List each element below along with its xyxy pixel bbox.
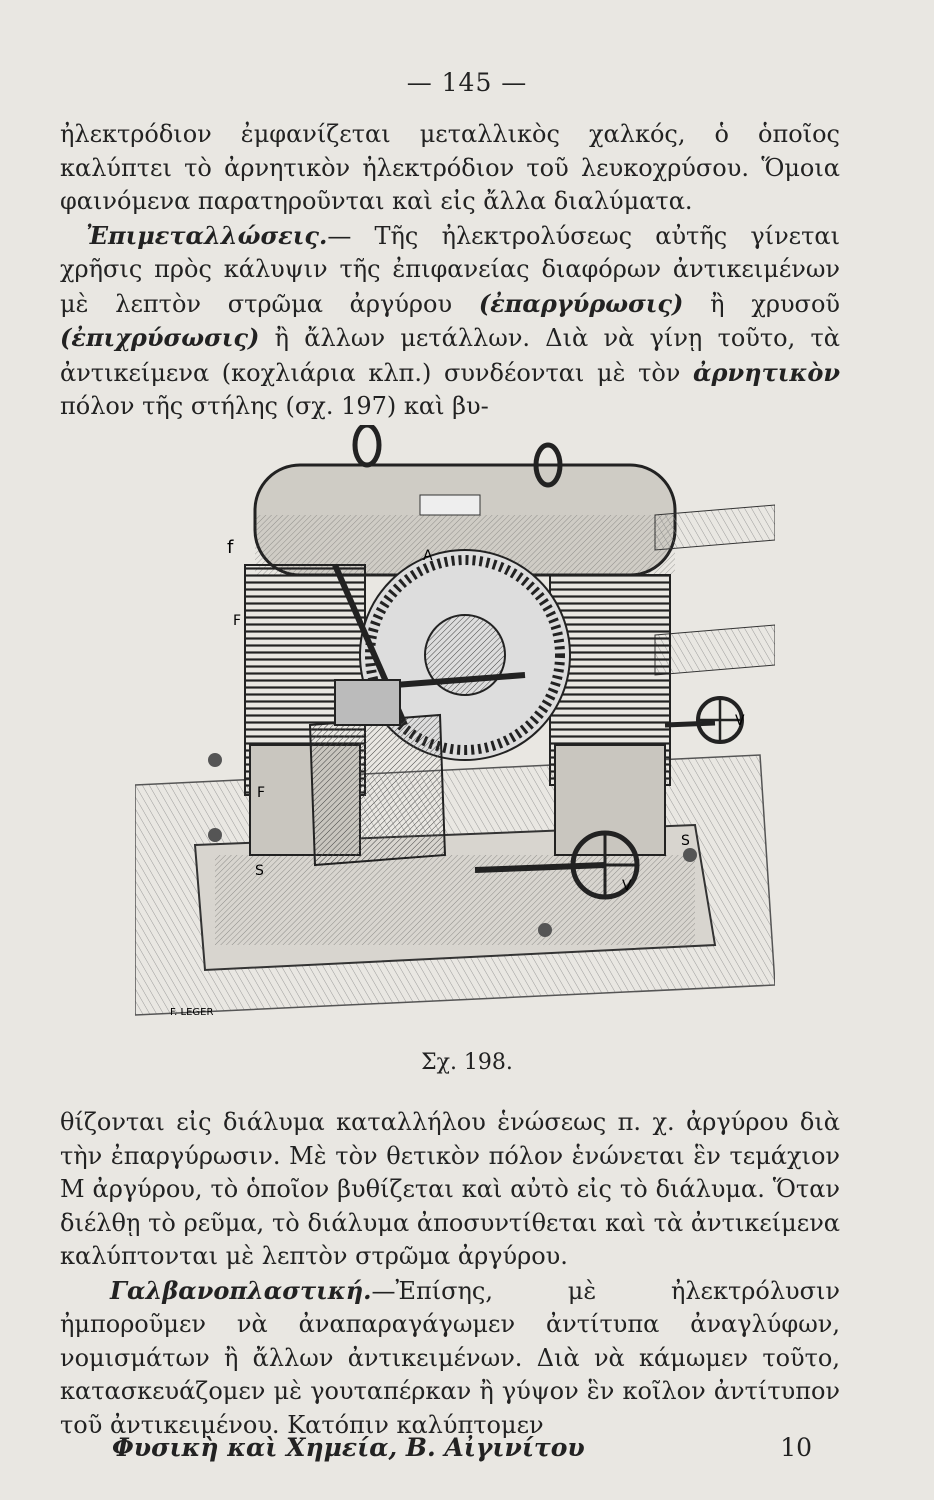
plating-text-d: πόλον τῆς στήλης (σχ. 197) καὶ βυ-: [60, 392, 489, 420]
page-footer: [112, 1433, 812, 1462]
label-F-bottom: F: [257, 785, 266, 801]
galvanoplasty-text: —Ἐπίσης, μὲ ἠλεκτρόλυσιν ἠμποροῦμεν νὰ ἀναπαραγάγωμεν ἀντίτυπα ἀναγλύφων, νομισμάτων ἢ ἄλλων ἀντικειμένων. Διὰ νὰ κάμωμεν τοῦτο, κατασκευάζομεν μὲ γουταπέρκαν ἢ γύψον ἓν κοῖλον ἀντίτυπον τοῦ ἀντικειμένου. Κατόπιν καλύπτομεν: [60, 1276, 840, 1439]
plating-text-b: ἢ χρυσοῦ: [683, 289, 840, 318]
term-gold-plating: (ἐπιχρύσωσις): [60, 323, 260, 352]
paragraph-galvanoplasty: [60, 1274, 840, 1443]
bottom-text-block: [60, 1106, 840, 1442]
plating-text-c: ἢ ἄλλων μετάλλων. Διὰ νὰ γίνῃ τοῦτο, τὰ ἀντικείμενα (κοχλιάρια κλπ.) συνδέονται μὲ τὸν: [60, 324, 840, 387]
lifting-eye-left: [355, 425, 379, 465]
paragraph-immersion: θίζονται εἰς διάλυμα καταλλήλου ἑνώσεως π. χ. ἀργύρου διὰ τὴν ἐπαργύρωσιν. Μὲ τὸν θετικὸν πόλον ἑνώνεται ἓν τεμάχιον Μ ἀργύρου, τὸ ὁποῖον βυθίζεται καὶ αὐτὸ εἰς τὸ διάλυμα. Ὅταν διέλθῃ τὸ ρεῦμα, τὸ διάλυμα ἀποσυντίθεται καὶ τὰ ἀντικείμενα καλύπτονται μὲ λεπτὸν στρῶμα ἀργύρου.: [60, 1108, 840, 1270]
page-number: — 145 —: [406, 68, 528, 97]
label-A: A: [423, 548, 433, 564]
term-silver-plating: (ἐπαργύρωσις): [478, 288, 684, 318]
paragraph-electrolysis: ἠλεκτρόδιον ἐμφανίζεται μεταλλικὸς χαλκός, ὁ ὁποῖος καλύπτει τὸ ἀρνητικὸν ἠλεκτρόδιον τοῦ λευκοχρύσου. Ὅμοια φαινόμενα παρατηροῦνται καὶ εἰς ἄλλα διαλύματα.: [60, 120, 840, 215]
section-heading-plating: Ἐπιμεταλλώσεις.: [86, 220, 328, 250]
bearing-pedestal: [310, 715, 445, 865]
dynamo-illustration: [135, 425, 775, 1035]
label-S-right: S: [681, 833, 690, 849]
label-V-bottom: V: [622, 878, 632, 894]
term-negative: ἀρνητικὸν: [693, 357, 840, 387]
name-plate: [420, 495, 480, 515]
paragraph-plating: [60, 219, 840, 424]
signature-number: 10: [780, 1433, 812, 1462]
label-F-top: F: [233, 613, 242, 629]
engraver-signature: F. LEGER: [170, 1007, 214, 1018]
figure-caption: Σχ. 198.: [421, 1050, 513, 1075]
dynamo-engraving: [135, 425, 775, 1035]
label-S-left: S: [255, 863, 264, 879]
book-title: Φυσικὴ καὶ Χημεία, Β. Αἰγινίτου: [112, 1433, 585, 1462]
section-heading-galvanoplasty: Γαλβανοπλαστική.: [110, 1275, 372, 1305]
plating-text-a: — Τῆς ἠλεκτρολύσεως αὐτῆς γίνεται χρῆσις πρὸς κάλυψιν τῆς ἐπιφανείας διαφόρων ἀντικειμένων μὲ λεπτὸν στρῶμα ἀργύρου: [60, 221, 840, 318]
top-text-block: [60, 118, 840, 424]
label-V-top: V: [735, 713, 745, 729]
label-f: f: [227, 537, 234, 558]
